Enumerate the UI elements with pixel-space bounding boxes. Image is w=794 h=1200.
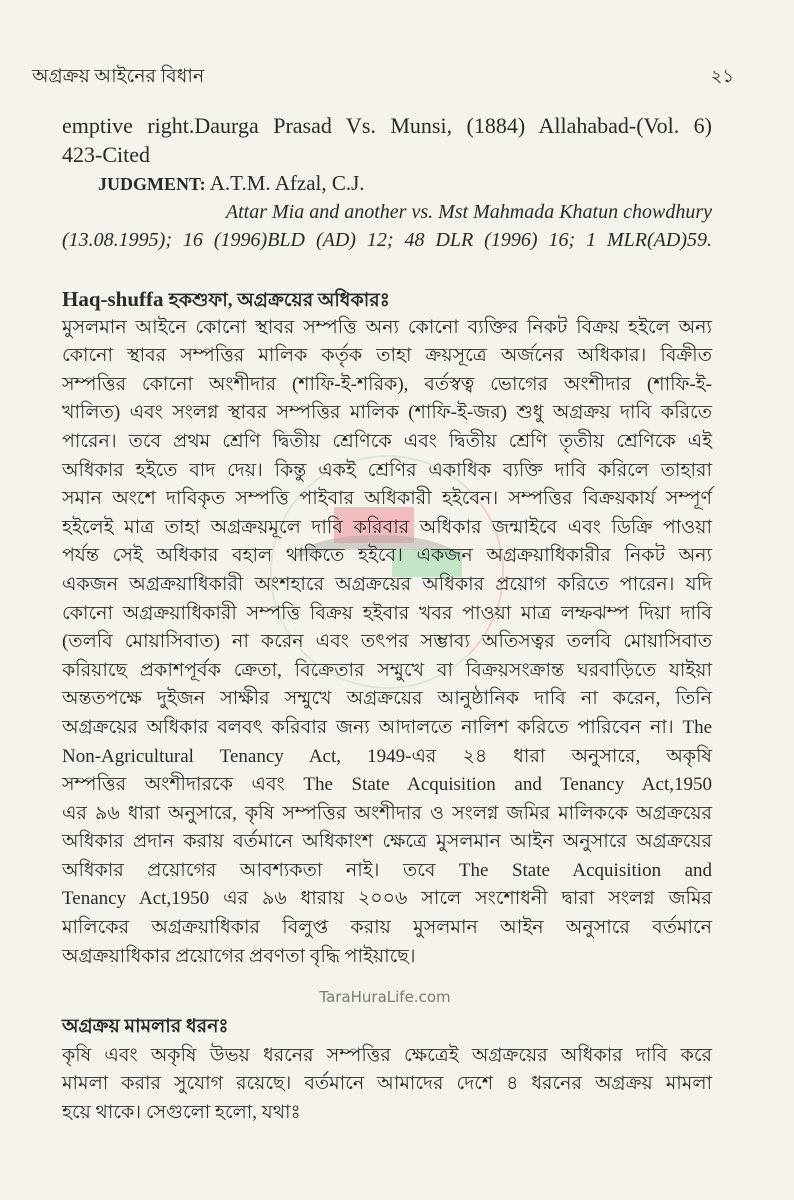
text-line: খালিত) এবং সংলগ্ন স্থাবর সম্পত্তির মালিক (শাফি-ই-জর) শুধু অগ্রক্রয় দাবি করিতে [62, 402, 712, 424]
text-line: অধিকার প্রয়োগের আবশ্যকতা নাই। তবে The State Acquisition and [62, 859, 712, 881]
text-line: মামলা করার সুযোগ রয়েছে। বর্তমানে আমাদের দেশে ৪ ধরনের অগ্রক্রয় মামলা [62, 1073, 712, 1095]
text-line: সম্পত্তির অংশীদারকে এবং The State Acquisition and Tenancy Act,1950 [62, 774, 712, 796]
text-line: করিয়াছে প্রকাশপূর্বক ক্রেতা, বিক্রেতার সম্মুখে বা বিক্রয়সংক্রান্ত ঘরবাড়িতে যাইয়া [62, 659, 712, 681]
text-line: পর্যন্ত সেই অধিকার বহাল থাকিতে হইবে। একজন অগ্রক্রয়াধিকারীর নিকট অন্য [62, 545, 712, 567]
text-line: সমান অংশে দাবিকৃত সম্পত্তি পাইবার অধিকারী হইবেন। সম্পত্তির বিক্রয়কার্য সম্পূর্ণ [62, 488, 712, 510]
text-line: (তলবি মোয়াসিবাত) না করেন এবং তৎপর সম্ভাব্য অতিসত্বর তলবি মোয়াসিবাত [62, 631, 712, 653]
judgment-line [62, 169, 712, 198]
text-line: অধিকার হইতে বাদ দেয়। কিন্তু একই শ্রেণির একাধিক ব্যক্তি দাবি করিলে তাহারা [62, 459, 712, 481]
page-number: ২১ [710, 66, 734, 86]
section-case-types [62, 1013, 712, 1127]
text-line: অগ্রক্রয়ের অধিকার বলবৎ করিবার জন্য আদালতে নালিশ করিতে পারিবেন না। The [62, 716, 712, 738]
text-line: এর ৯৬ ধারা অনুসারে, কৃষি সম্পত্তির অংশীদার ও সংলগ্ন জমির মালিককে অগ্রক্রয়ের [62, 802, 712, 824]
citation-block [62, 112, 712, 255]
judgment-judge: A.T.M. Afzal, C.J. [205, 171, 365, 196]
text-line: একজন অগ্রক্রয়াধিকারী অংশহারে অগ্রক্রয়ের অধিকার প্রয়োগ করিতে পারেন। যদি [62, 573, 712, 595]
text-line: পারেন। তবে প্রথম শ্রেণি দ্বিতীয় শ্রেণিকে এবং দ্বিতীয় শ্রেণি তৃতীয় শ্রেণিকে এই [62, 430, 712, 452]
case-line: Attar Mia and another vs. Mst Mahmada Khatun chowdhury [225, 200, 712, 223]
running-title: অগ্রক্রয় আইনের বিধান [32, 66, 205, 87]
citation-line: 423-Cited [62, 141, 150, 167]
watermark-text: TaraHuraLife.com [319, 988, 451, 1006]
text-line: অন্ততপক্ষে দুইজন সাক্ষীর সম্মুখে অগ্রক্রয়ের আনুষ্ঠানিক দাবি না করেন, তিনি [62, 688, 712, 710]
text-line: কৃষি এবং অকৃষি উভয় ধরনের সম্পত্তির ক্ষেত্রেই অগ্রক্রয়ের অধিকার দাবি করে [62, 1044, 712, 1066]
text-line: সম্পত্তির কোনো অংশীদার (শাফি-ই-শরিক), বর্তস্বত্ব ভোগের অংশীদার (শাফি-ই- [62, 373, 712, 395]
text-line: অগ্রক্রয়াধিকার প্রয়োগের প্রবণতা বৃদ্ধি পাইয়াছে। [62, 945, 416, 967]
section-heading: অগ্রক্রয় মামলার ধরনঃ [62, 1016, 229, 1037]
text-line: Tenancy Act,1950 এর ৯৬ ধারায় ২০০৬ সালে সংশোধনী দ্বারা সংলগ্ন জমির [62, 888, 712, 910]
text-line: মুসলমান আইনে কোনো স্থাবর সম্পত্তি অন্য কোনো ব্যক্তির নিকট বিক্রয় হইলে অন্য [62, 316, 712, 338]
heading-bengali: হকশুফা, অগ্রক্রয়ের অধিকারঃ [168, 290, 390, 311]
case-line: (13.08.1995); 16 (1996)BLD (AD) 12; 48 DLR (1996) 16; 1 MLR(AD)59. [62, 229, 712, 252]
text-line: অধিকার প্রদান করায় বর্তমানে অধিকাংশ ক্ষেত্রে মুসলমান আইন অনুসারে অগ্রক্রয়ের [62, 831, 712, 853]
section-body [62, 1042, 712, 1128]
section-haq-shuffa [62, 285, 712, 971]
section-body [62, 314, 712, 972]
section-heading [62, 285, 712, 314]
text-line: কোনো স্থাবর সম্পত্তির মালিক কর্তৃক তাহা ক্রয়সূত্রে অর্জনের অধিকার। বিক্রীত [62, 345, 712, 367]
text-line: হইলেই মাত্র তাহা অগ্রক্রয়মূলে দাবি করিবার অধিকার জন্মাইবে এবং ডিক্রি পাওয়া [62, 516, 712, 538]
heading-english: Haq-shuffa [62, 287, 169, 311]
citation-line: emptive right.Daurga Prasad Vs. Munsi, (1884) Allahabad-(Vol. 6) [62, 113, 712, 138]
text-line: মালিকের অগ্রক্রয়াধিকার বিলুপ্ত করায় মুসলমান আইন অনুসারে বর্তমানে [62, 917, 712, 939]
judgment-label: JUDGMENT: [98, 174, 206, 195]
text-line: Non-Agricultural Tenancy Act, 1949-এর ২৪ ধারা অনুসারে, অকৃষি [62, 745, 712, 767]
text-line: কোনো অগ্রক্রয়াধিকারী সম্পত্তি বিক্রয় হইবার খবর পাওয়া মাত্র লম্ফঝম্প দিয়া দাবি [62, 602, 712, 624]
text-line: হয়ে থাকে। সেগুলো হলো, যথাঃ [62, 1101, 301, 1123]
